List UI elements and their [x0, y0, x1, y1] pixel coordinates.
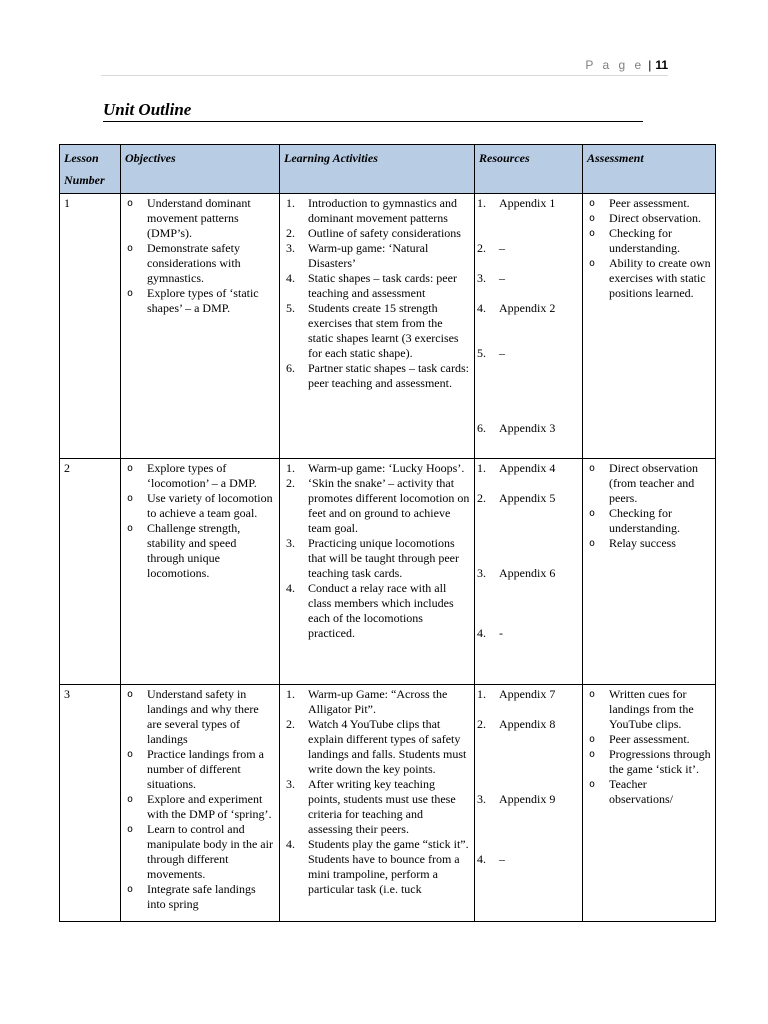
list-item: o Use variety of locomotion to achieve a team goal. — [125, 491, 275, 521]
list-item: 1. Warm-up Game: “Across the Alligator Pit”. — [286, 687, 448, 716]
list-item: 3. Appendix 6 — [477, 566, 556, 580]
assessment-cell — [583, 459, 716, 685]
list-item: 4. Static shapes – task cards: peer teaching and assessment — [286, 271, 457, 300]
objectives-cell — [121, 459, 280, 685]
table-row — [60, 685, 716, 922]
list-item: 1. Appendix 4 — [477, 461, 556, 475]
lesson-number-cell: 3 — [60, 685, 121, 922]
list-item: o Checking for understanding. — [587, 506, 711, 536]
list-item: 3. Practicing unique locomotions that will be taught through peer teaching task cards. — [286, 536, 459, 580]
resources-cell — [475, 459, 583, 685]
lesson-number-cell: 1 — [60, 194, 121, 459]
list-item: 1. Introduction to gymnastics and dominant movement patterns — [286, 196, 457, 225]
list-item: 4. - — [477, 626, 503, 640]
list-item: o Peer assessment. — [587, 196, 711, 211]
header-learning-activities: Learning Activities — [280, 145, 475, 194]
list-item: o Demonstrate safety considerations with gymnastics. — [125, 241, 275, 286]
activities-cell — [280, 685, 475, 922]
list-item: 2. Watch 4 YouTube clips that explain different types of safety landings and falls. Students must write down the key points. — [286, 717, 467, 776]
assessment-cell — [583, 685, 716, 922]
list-item: o Explore types of ‘static shapes’ – a DMP. — [125, 286, 275, 316]
unit-outline-title: Unit Outline — [103, 100, 643, 122]
list-item: 2. Appendix 8 — [477, 717, 556, 731]
activities-cell — [280, 194, 475, 459]
list-item: o Progressions through the game ‘stick it’. — [587, 747, 711, 777]
table-header-row — [60, 145, 716, 194]
list-item: o Integrate safe landings into spring — [125, 882, 275, 912]
list-item: o Learn to control and manipulate body in the air through different movements. — [125, 822, 275, 882]
list-item: o Understand safety in landings and why there are several types of landings — [125, 687, 275, 747]
assessment-cell — [583, 194, 716, 459]
table-row — [60, 459, 716, 685]
header-resources: Resources — [475, 145, 583, 194]
header-objectives: Objectives — [121, 145, 280, 194]
header-assessment: Assessment — [583, 145, 716, 194]
activities-cell — [280, 459, 475, 685]
list-item: o Challenge strength, stability and speed through unique locomotions. — [125, 521, 275, 581]
list-item: o Direct observation (from teacher and peers. — [587, 461, 711, 506]
list-item: 2. Outline of safety considerations — [286, 226, 461, 240]
unit-outline-table — [59, 144, 716, 922]
list-item: 1. Appendix 7 — [477, 687, 556, 701]
list-item: o Understand dominant movement patterns (DMP’s). — [125, 196, 275, 241]
list-item: o Teacher observations/ — [587, 777, 711, 807]
list-item: 4. – — [477, 852, 505, 866]
list-item: 1. Warm-up game: ‘Lucky Hoops’. — [286, 461, 465, 475]
list-item: o Explore types of ‘locomotion’ – a DMP. — [125, 461, 275, 491]
objectives-cell — [121, 194, 280, 459]
list-item: 4. Conduct a relay race with all class members which includes each of the locomotions practiced. — [286, 581, 454, 640]
page-number-value: 11 — [655, 58, 668, 72]
list-item: 4. Students play the game “stick it”. Students have to bounce from a mini trampoline, perform a particular task (i.e. tuck — [286, 837, 469, 896]
list-item: 2. ‘Skin the snake’ – activity that promotes different locomotion on feet and on ground to achieve team goal. — [286, 476, 470, 535]
list-item: 4. Appendix 2 — [477, 301, 556, 315]
table-row — [60, 194, 716, 459]
list-item: o Written cues for landings from the YouTube clips. — [587, 687, 711, 732]
list-item: o Practice landings from a number of different situations. — [125, 747, 275, 792]
list-item: 6. Partner static shapes – task cards: peer teaching and assessment. — [286, 361, 469, 390]
page-label: P a g e — [585, 58, 645, 72]
list-item: o Checking for understanding. — [587, 226, 711, 256]
list-item: 2. Appendix 5 — [477, 491, 556, 505]
resources-cell — [475, 685, 583, 922]
header-lesson-number: Lesson Number — [60, 145, 121, 194]
list-item: o Direct observation. — [587, 211, 711, 226]
list-item: 3. Appendix 9 — [477, 792, 556, 806]
lesson-number-cell: 2 — [60, 459, 121, 685]
list-item: 1. Appendix 1 — [477, 196, 556, 210]
list-item: 6. Appendix 3 — [477, 421, 556, 435]
list-item: 3. Warm-up game: ‘Natural Disasters’ — [286, 241, 429, 270]
page-number: P a g e | 11 — [585, 58, 668, 72]
objectives-cell — [121, 685, 280, 922]
list-item: o Relay success — [587, 536, 711, 551]
list-item: 5. Students create 15 strength exercises that stem from the static shapes learnt (3 exercises for each static shape). — [286, 301, 459, 360]
list-item: 5. – — [477, 346, 505, 360]
list-item: 3. – — [477, 271, 505, 285]
list-item: o Peer assessment. — [587, 732, 711, 747]
list-item: 2. – — [477, 241, 505, 255]
header-divider — [101, 75, 668, 76]
list-item: o Explore and experiment with the DMP of ‘spring’. — [125, 792, 275, 822]
list-item: o Ability to create own exercises with static positions learned. — [587, 256, 711, 301]
resources-cell — [475, 194, 583, 459]
list-item: 3. After writing key teaching points, students must use these criteria for teaching and assessing their peers. — [286, 777, 456, 836]
